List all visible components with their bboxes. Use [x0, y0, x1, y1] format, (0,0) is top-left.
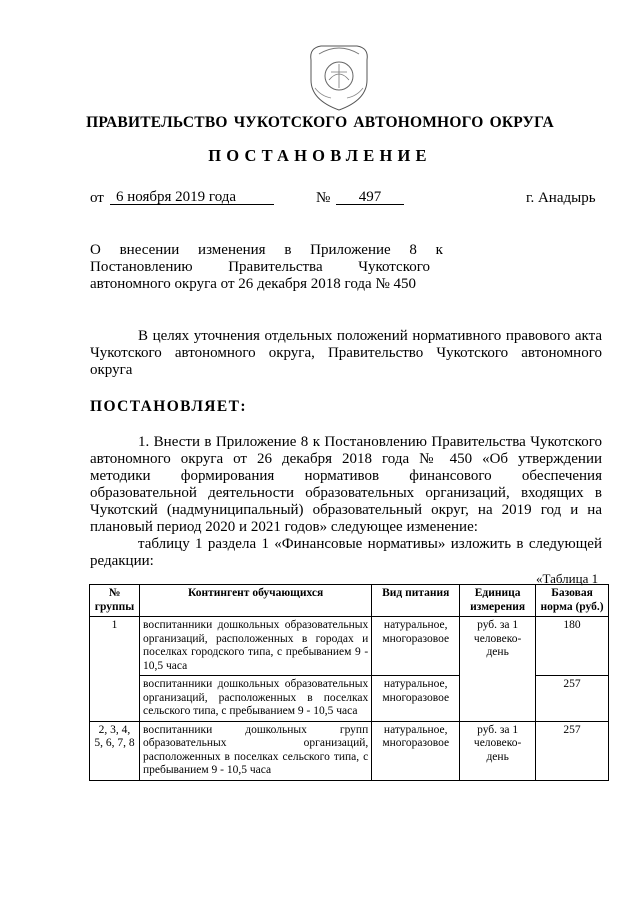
cell-contingent: воспитанники дошкольных образовательных организаций, расположенных в городах и поселках городского типа, с пребыванием 9 - 10,5 часа [139, 617, 371, 676]
item-line: образовательной деятельности образовательных организаций, входящих в [90, 485, 602, 501]
item-line: Чукотский (надмуниципальный) образовательный округ, на 2019 год и на [90, 502, 602, 518]
preamble-line: В целях уточнения отдельных положений нормативного правового акта [138, 328, 602, 344]
cell-group: 1 [90, 617, 140, 722]
item-line: методики формирования нормативов финансового обеспечения [90, 468, 602, 484]
item-line: таблицу 1 раздела 1 «Финансовые нормативы» изложить в следующей [138, 536, 602, 552]
document-number: 497 [336, 190, 404, 205]
document-type: ПОСТАНОВЛЕНИЕ [208, 146, 432, 165]
item-line: автономного округа от 26 декабря 2018 года № 450 «Об утверждении [90, 451, 602, 467]
cell-norm: 257 [536, 721, 609, 780]
preamble [90, 328, 602, 379]
cell-meal: натуральное, многоразовое [372, 676, 460, 722]
header-unit: Единица измерения [460, 585, 536, 617]
header-contingent: Контингент обучающихся [139, 585, 371, 617]
item-line: редакции: [90, 553, 154, 569]
preamble-line: Чукотского автономного округа, Правительство Чукотского автономного [90, 345, 602, 361]
table-row [90, 617, 609, 676]
cell-contingent: воспитанники дошкольных образовательных организаций, расположенных в поселках сельского типа, с пребыванием 9 - 10,5 часа [139, 676, 371, 722]
subject-line: О внесении изменения в Приложение 8 к [90, 242, 443, 258]
header-meal: Вид питания [372, 585, 460, 617]
decree-word: ПОСТАНОВЛЯЕТ: [90, 398, 247, 415]
table-header-row [90, 585, 609, 617]
header-norm: Базовая норма (руб.) [536, 585, 609, 617]
number-prefix: № [316, 190, 331, 206]
item-1 [90, 434, 602, 570]
document-subject [90, 242, 443, 293]
table-row [90, 721, 609, 780]
cell-meal: натуральное, многоразовое [372, 617, 460, 676]
item-line: плановый период 2020 и 2021 годов» следующее изменение: [90, 519, 478, 535]
cell-group: 2, 3, 4, 5, 6, 7, 8 [90, 721, 140, 780]
coat-of-arms-icon [301, 40, 377, 112]
item-line: 1. Внести в Приложение 8 к Постановлению Правительства Чукотского [138, 434, 602, 450]
table-note: «Таблица 1 [536, 571, 599, 586]
cell-unit: руб. за 1 человеко-день [460, 721, 536, 780]
date-prefix: от [90, 190, 104, 206]
norms-table [89, 584, 609, 781]
cell-meal: натуральное, многоразовое [372, 721, 460, 780]
document-city: г. Анадырь [526, 190, 596, 206]
preamble-line: округа [90, 362, 133, 378]
cell-norm: 257 [536, 676, 609, 722]
document-date: 6 ноября 2019 года [110, 190, 274, 205]
cell-norm: 180 [536, 617, 609, 676]
subject-line: автономного округа от 26 декабря 2018 года № 450 [90, 276, 417, 292]
cell-contingent: воспитанники дошкольных групп образовательных организаций, расположенных в поселках сельского типа, с пребыванием 9 - 10,5 часа [139, 721, 371, 780]
cell-unit: руб. за 1 человеко-день [460, 617, 536, 722]
subject-line: Постановлению Правительства Чукотского [90, 259, 430, 275]
header-group: № группы [90, 585, 140, 617]
government-title: ПРАВИТЕЛЬСТВО ЧУКОТСКОГО АВТОНОМНОГО ОКРУГА [86, 114, 554, 131]
